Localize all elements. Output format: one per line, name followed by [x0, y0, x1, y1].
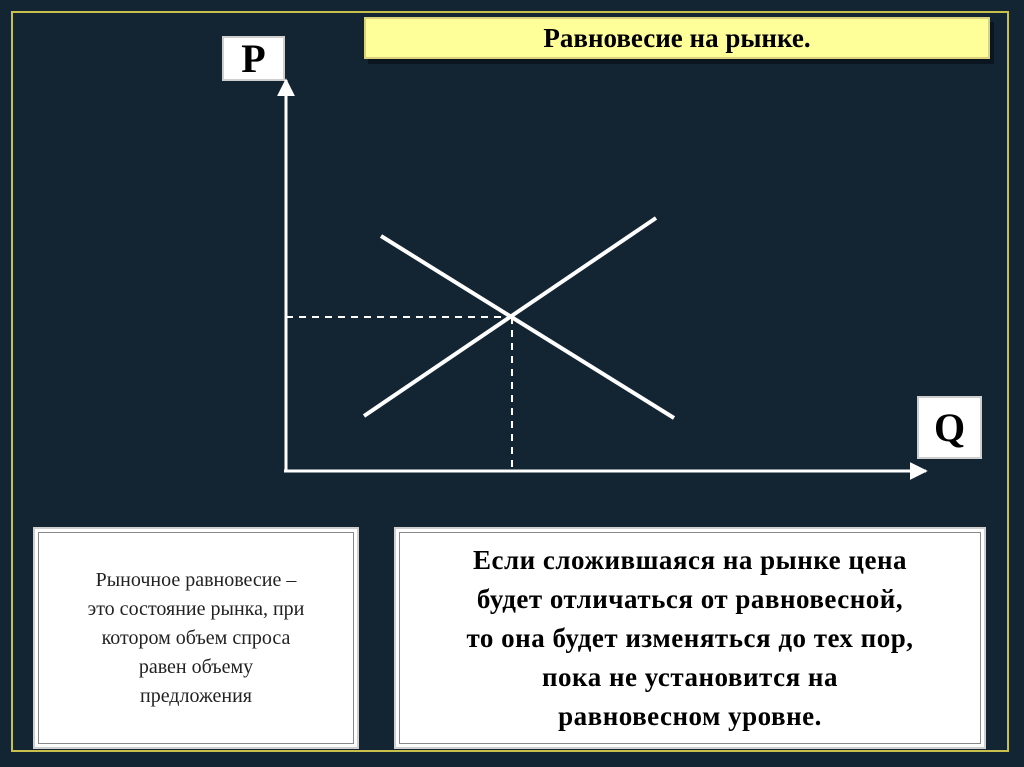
definition-text: Рыночное равновесие – это состояние рынка, при котором объем спроса равен объему предложения	[87, 568, 305, 707]
slide-title: Равновесие на рынке.	[364, 17, 990, 59]
quantity-axis-label: Q	[917, 396, 982, 459]
definition-box	[33, 527, 359, 749]
demand-curve	[381, 236, 674, 418]
note-box	[394, 527, 986, 749]
price-axis-label: P	[222, 36, 285, 81]
note-text: Если сложившаяся на рынке цена будет отличаться от равновесной, то она будет изменяться до тех пор, пока не установится на равновесном уровне.	[466, 544, 914, 731]
